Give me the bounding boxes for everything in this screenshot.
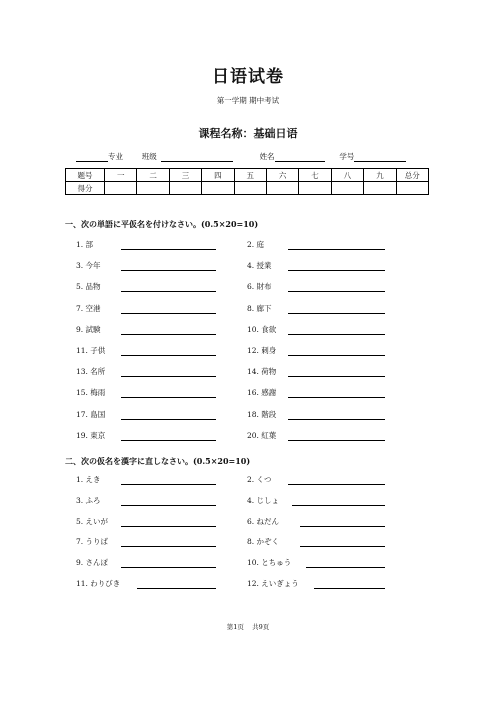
score-header-cell: 八	[331, 169, 363, 182]
score-cell[interactable]	[105, 182, 137, 195]
name-blank[interactable]	[275, 153, 325, 162]
question-label: 13. 名所	[76, 367, 106, 377]
score-cell[interactable]	[396, 182, 428, 195]
answer-blank[interactable]	[121, 355, 216, 356]
question-label: 11. 子供	[76, 346, 106, 355]
answer-blank[interactable]	[288, 291, 385, 292]
question-label: 9. 試験	[76, 324, 101, 334]
question-label: 12. えいぎょう	[247, 579, 299, 588]
student-id-blank[interactable]	[354, 153, 406, 162]
major-blank[interactable]	[76, 153, 108, 162]
answer-blank[interactable]	[121, 484, 216, 485]
question-label: 8. かぞく	[247, 537, 280, 547]
answer-blank[interactable]	[121, 249, 216, 250]
score-row-label: 得分	[66, 182, 105, 195]
answer-blank[interactable]	[121, 440, 216, 441]
score-header-cell: 五	[234, 169, 266, 182]
question-label: 6. 財布	[247, 282, 272, 292]
score-cell[interactable]	[364, 182, 396, 195]
answer-blank[interactable]	[300, 546, 385, 547]
score-cell[interactable]	[299, 182, 331, 195]
score-header-cell: 四	[202, 169, 234, 182]
answer-blank[interactable]	[121, 313, 216, 314]
question-label: 16. 感謝	[247, 388, 277, 398]
answer-blank[interactable]	[121, 567, 216, 568]
question-label: 5. 品物	[76, 282, 101, 292]
question-label: 2. くつ	[247, 475, 272, 484]
page-number: 第1页	[226, 623, 244, 631]
question-label: 11. わりびき	[76, 579, 121, 588]
answer-blank[interactable]	[288, 397, 385, 398]
section2-points: (0.5×20=10)	[193, 456, 251, 466]
page-total: 共9页	[252, 623, 270, 631]
question-label: 4. 授業	[247, 261, 272, 271]
question-label: 15. 梅雨	[76, 388, 106, 398]
answer-blank[interactable]	[288, 419, 385, 420]
page-footer	[0, 622, 496, 631]
question-label: 14. 荷物	[247, 367, 277, 377]
section1-title: 一、次の単語に平仮名を付けなさい。	[65, 219, 201, 229]
name-label: 姓名	[259, 152, 275, 161]
section1-points: (0.5×20=10)	[201, 219, 259, 229]
section2-title: 二、次の仮名を漢字に直しなさい。	[65, 456, 193, 466]
score-header-cell: 二	[137, 169, 169, 182]
question-label: 1. 部	[76, 240, 94, 249]
score-header-cell: 一	[105, 169, 137, 182]
question-label: 2. 庭	[247, 240, 265, 249]
score-table-score-row	[66, 182, 429, 195]
question-label: 17. 島国	[76, 409, 106, 419]
answer-blank[interactable]	[306, 567, 385, 568]
score-cell[interactable]	[266, 182, 298, 195]
question-label: 9. さんぽ	[76, 558, 109, 568]
answer-blank[interactable]	[288, 270, 385, 271]
major-label: 专业	[108, 152, 123, 161]
student-id-label: 学号	[339, 152, 355, 161]
question-label: 3. ふろ	[76, 495, 101, 505]
question-label: 5. えいが	[76, 516, 109, 526]
answer-blank[interactable]	[288, 376, 385, 377]
question-label: 10. とちゅう	[247, 558, 292, 568]
score-cell[interactable]	[331, 182, 363, 195]
question-label: 3. 今年	[76, 261, 101, 271]
answer-blank[interactable]	[288, 355, 385, 356]
question-label: 20. 紅葉	[247, 430, 277, 440]
score-header-cell: 总分	[396, 169, 428, 182]
answer-blank[interactable]	[288, 334, 385, 335]
question-label: 8. 廊下	[247, 303, 272, 313]
score-cell[interactable]	[202, 182, 234, 195]
question-label: 7. 空港	[76, 303, 101, 313]
answer-blank[interactable]	[288, 249, 385, 250]
answer-blank[interactable]	[121, 291, 216, 292]
question-label: 12. 刺身	[247, 346, 277, 355]
question-label: 18. 階段	[247, 409, 277, 419]
score-header-cell: 九	[364, 169, 396, 182]
score-cell[interactable]	[234, 182, 266, 195]
answer-blank[interactable]	[314, 588, 385, 589]
answer-blank[interactable]	[121, 397, 216, 398]
score-table	[65, 168, 429, 195]
score-cell[interactable]	[137, 182, 169, 195]
answer-blank[interactable]	[121, 505, 216, 506]
answer-blank[interactable]	[288, 484, 385, 485]
score-header-cell: 六	[266, 169, 298, 182]
answer-blank[interactable]	[292, 505, 385, 506]
score-header-cell: 七	[299, 169, 331, 182]
answer-blank[interactable]	[121, 270, 216, 271]
answer-blank[interactable]	[137, 588, 216, 589]
course-name: 课程名称：基础日语	[198, 127, 298, 140]
question-label: 10. 食欲	[247, 324, 277, 334]
answer-blank[interactable]	[288, 440, 385, 441]
class-blank[interactable]	[161, 153, 233, 162]
question-label: 7. うりば	[76, 537, 109, 547]
score-cell[interactable]	[169, 182, 201, 195]
question-label: 6. ねだん	[247, 516, 280, 526]
question-label: 4. じしょ	[247, 495, 280, 505]
exam-subtitle: 第一学期 期中考试	[216, 96, 280, 105]
question-label: 1. えき	[76, 475, 101, 484]
score-header-cell: 题号	[66, 169, 105, 182]
answer-blank[interactable]	[121, 526, 216, 527]
answer-blank[interactable]	[288, 313, 385, 314]
answer-blank[interactable]	[300, 526, 385, 527]
answer-blank[interactable]	[121, 334, 216, 335]
answer-blank[interactable]	[121, 546, 216, 547]
question-label: 19. 東京	[76, 430, 106, 440]
exam-title: 日语试卷	[212, 67, 284, 87]
score-table-header-row	[66, 169, 429, 182]
answer-blank[interactable]	[121, 376, 216, 377]
score-header-cell: 三	[169, 169, 201, 182]
answer-blank[interactable]	[121, 419, 216, 420]
section2-heading	[65, 456, 250, 467]
section1-heading	[65, 219, 258, 230]
class-label: 班级	[141, 152, 157, 161]
student-info-row	[76, 151, 406, 162]
